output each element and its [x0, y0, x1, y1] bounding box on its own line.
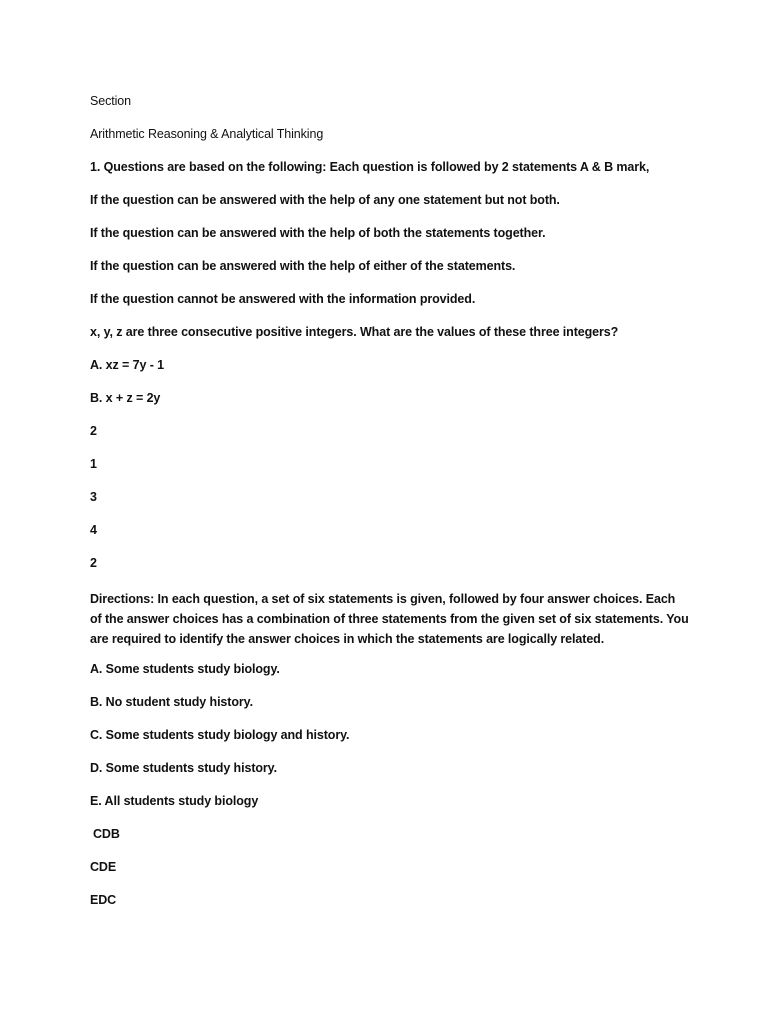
q1-option-3: 3 — [90, 490, 97, 504]
q1-rule-1: If the question can be answered with the help of any one statement but not both. — [90, 193, 560, 207]
q2-statement-a: A. Some students study biology. — [90, 662, 280, 676]
section-label: Section — [90, 94, 131, 108]
q2-directions: Directions: In each question, a set of six statements is given, followed by four answer choices. Each of the answer choices has a combination of three statements from the given set of six statements. You are required to identify the answer choices in which the statements are logically related. — [90, 592, 689, 646]
q1-statement-b: B. x + z = 2y — [90, 391, 161, 405]
q1-rule-4: If the question cannot be answered with the information provided. — [90, 292, 476, 306]
q2-statement-d: D. Some students study history. — [90, 761, 277, 775]
q2-choice-1: CDB — [93, 827, 120, 841]
q1-option-5: 2 — [90, 556, 97, 570]
document-page — [90, 94, 690, 926]
q1-rule-3: If the question can be answered with the help of either of the statements. — [90, 259, 516, 273]
q2-choice-3: EDC — [90, 893, 117, 907]
q1-question: x, y, z are three consecutive positive integers. What are the values of these three integers? — [90, 325, 619, 339]
q1-rule-2: If the question can be answered with the help of both the statements together. — [90, 226, 546, 240]
q2-statement-c: C. Some students study biology and history. — [90, 728, 350, 742]
q1-option-2: 1 — [90, 457, 97, 471]
q2-choice-2: CDE — [90, 860, 117, 874]
q2-statement-e: E. All students study biology — [90, 794, 259, 808]
q1-option-1: 2 — [90, 424, 97, 438]
question-1-intro: 1. Questions are based on the following: Each question is followed by 2 statements A & B mark, — [90, 160, 650, 174]
section-title: Arithmetic Reasoning & Analytical Thinking — [90, 127, 324, 141]
q2-statement-b: B. No student study history. — [90, 695, 253, 709]
q1-option-4: 4 — [90, 523, 97, 537]
q1-statement-a: A. xz = 7y - 1 — [90, 358, 164, 372]
